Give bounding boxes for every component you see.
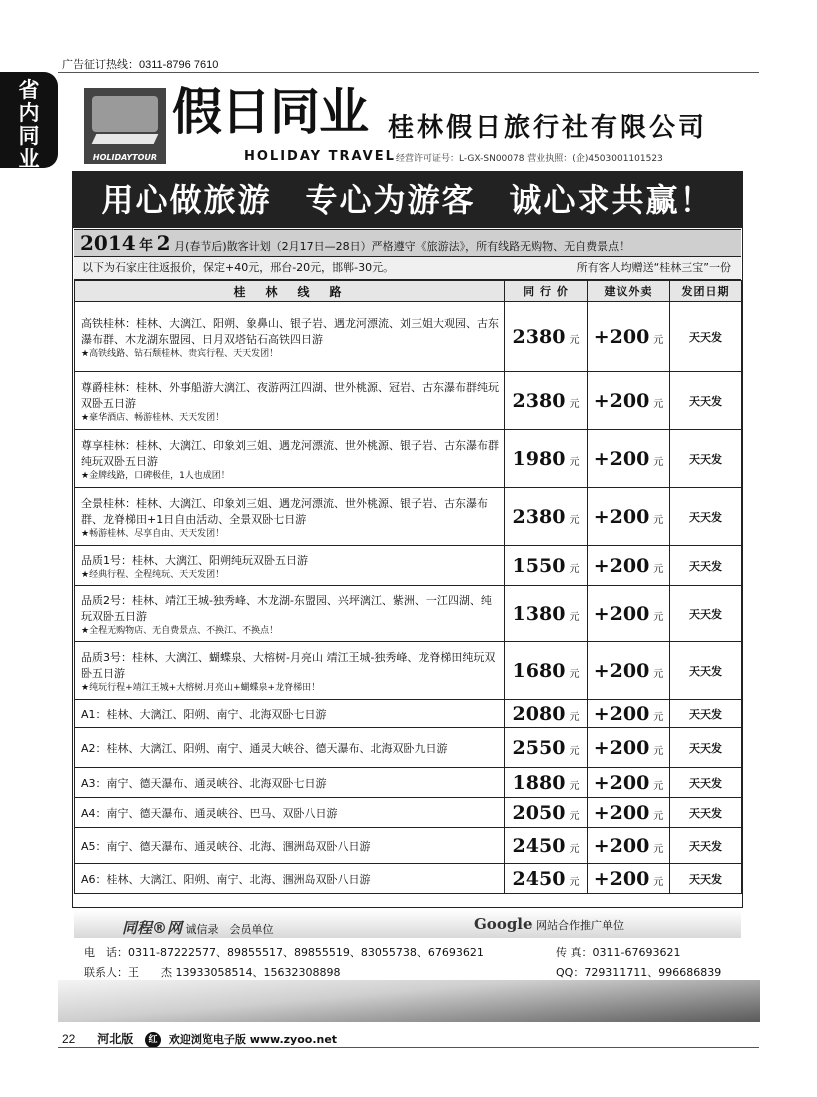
suggested-markup: +200 xyxy=(593,602,650,625)
departure-cell: 天天发 xyxy=(670,642,742,700)
suggested-markup-cell xyxy=(588,546,670,586)
suggested-markup-cell xyxy=(588,430,670,488)
holidaytour-logo xyxy=(84,88,166,164)
tongcheng-logo: 同程®网 xyxy=(122,919,183,937)
publisher-badge-icon: 红 xyxy=(145,1032,161,1048)
route-description: A3：南宁、德天瀑布、通灵峡谷、北海双卧七日游 xyxy=(81,776,327,790)
company-name: 桂林假日旅行社有限公司 xyxy=(388,113,708,143)
departure-cell: 天天发 xyxy=(670,372,742,430)
license-info: 经营许可证号：L-GX-SN00078 营业执照：(企)4503001101523 xyxy=(396,154,663,164)
departure-cell: 天天发 xyxy=(670,586,742,642)
price-note-left: 以下为石家庄往返报价，保定+40元，邢台-20元，邯郸-30元。 xyxy=(82,261,395,274)
departure-cell: 天天发 xyxy=(670,768,742,798)
page-number: 22 xyxy=(62,1032,76,1046)
price-unit: 元 xyxy=(569,611,580,623)
table-row xyxy=(75,700,742,728)
route-note: ★纯玩行程+靖江王城+大榕树.月亮山+蝴蝶泉+龙脊梯田！ xyxy=(81,682,321,693)
route-note: ★金牌线路，口碑极佳，1人也成团！ xyxy=(81,470,230,481)
peer-price-cell xyxy=(505,586,588,642)
tongcheng-text: 诚信录 会员单位 xyxy=(185,923,274,936)
plan-text: 月(春节后)散客计划（2月17日—28日）严格遵守《旅游法》，所有线路无购物、无自费景点！ xyxy=(174,240,631,253)
peer-price: 2380 xyxy=(512,325,566,348)
peer-price: 2380 xyxy=(512,505,566,528)
english-name: HOLIDAY TRAVEL xyxy=(244,149,396,164)
route-note: ★豪华酒店、畅游桂林、天天发团！ xyxy=(81,412,225,423)
price-unit: 元 xyxy=(569,780,580,792)
table-row xyxy=(75,864,742,894)
price-unit: 元 xyxy=(653,456,664,468)
peer-price-cell xyxy=(505,768,588,798)
top-divider xyxy=(58,72,759,73)
route-cell xyxy=(75,864,505,894)
section-tab-char: 内 xyxy=(18,101,40,125)
peer-price-cell xyxy=(505,546,588,586)
route-cell xyxy=(75,430,505,488)
tongcheng-member xyxy=(122,917,274,938)
route-cell xyxy=(75,828,505,864)
route-cell xyxy=(75,546,505,586)
suggested-markup-cell xyxy=(588,302,670,372)
price-unit: 元 xyxy=(653,745,664,757)
table-row xyxy=(75,728,742,768)
price-unit: 元 xyxy=(569,456,580,468)
peer-price: 2080 xyxy=(512,702,566,725)
route-description: A6：桂林、大漓江、阳朔、南宁、北海、涠洲岛双卧八日游 xyxy=(81,872,371,886)
edition-label: 河北版 xyxy=(97,1032,134,1046)
table-row xyxy=(75,828,742,864)
logo-text: HOLIDAYTOUR xyxy=(92,153,158,162)
departure-cell: 天天发 xyxy=(670,864,742,894)
suggested-markup-cell xyxy=(588,828,670,864)
route-cell xyxy=(75,372,505,430)
price-unit: 元 xyxy=(653,514,664,526)
logo-ship-icon xyxy=(92,134,159,144)
decorative-band xyxy=(58,980,760,1022)
suggested-markup: +200 xyxy=(593,325,650,348)
contact-phone: 电 话：0311-87222577、89855517、89855519、83055738、67693621 xyxy=(84,946,484,959)
routes-table xyxy=(74,280,742,894)
price-unit: 元 xyxy=(569,810,580,822)
suggested-markup: +200 xyxy=(593,554,650,577)
route-description: A5：南宁、德天瀑布、通灵峡谷、北海、涠洲岛双卧八日游 xyxy=(81,839,371,853)
departure-cell: 天天发 xyxy=(670,798,742,828)
price-note-bar xyxy=(74,257,741,280)
price-unit: 元 xyxy=(569,563,580,575)
table-row xyxy=(75,546,742,586)
section-tab xyxy=(0,72,58,171)
route-description: 品质3号：桂林、大漓江、蝴蝶泉、大榕树-月亮山 靖江王城-独秀峰、龙脊梯田纯玩双卧五日游 xyxy=(81,650,496,680)
price-unit: 元 xyxy=(653,780,664,792)
peer-price: 1680 xyxy=(512,659,566,682)
plan-month: 2 xyxy=(156,231,171,255)
website-link[interactable]: 欢迎浏览电子版 www.zyoo.net xyxy=(168,1033,338,1046)
brand-title: 假日同业 xyxy=(172,83,368,141)
peer-price-cell xyxy=(505,642,588,700)
suggested-markup-cell xyxy=(588,864,670,894)
price-unit: 元 xyxy=(653,398,664,410)
departure-cell: 天天发 xyxy=(670,430,742,488)
plan-year: 2014 xyxy=(80,231,136,255)
route-description: 尊爵桂林：桂林、外事船游大漓江、夜游两江四湖、世外桃源、冠岩、古东瀑布群纯玩双卧五日游 xyxy=(81,380,499,410)
peer-price: 1550 xyxy=(512,554,566,577)
route-description: 品质2号：桂林、靖江王城-独秀峰、木龙湖-东盟园、兴坪漓江、紫洲、一江四湖、纯玩双卧五日游 xyxy=(81,593,492,623)
suggested-markup-cell xyxy=(588,700,670,728)
peer-price-cell xyxy=(505,864,588,894)
peer-price: 2450 xyxy=(512,834,566,857)
logo-sky xyxy=(92,96,158,132)
table-row xyxy=(75,798,742,828)
suggested-markup-cell xyxy=(588,642,670,700)
table-row xyxy=(75,430,742,488)
slogan-banner: 用心做旅游 专心为游客 诚心求共赢！ xyxy=(73,172,742,228)
suggested-markup: +200 xyxy=(593,771,650,794)
table-header-row xyxy=(75,281,742,302)
google-text: 网站合作推广单位 xyxy=(536,919,625,932)
departure-cell: 天天发 xyxy=(670,488,742,546)
price-unit: 元 xyxy=(569,745,580,757)
peer-price-cell xyxy=(505,728,588,768)
suggested-markup: +200 xyxy=(593,801,650,824)
price-unit: 元 xyxy=(569,514,580,526)
peer-price: 1880 xyxy=(512,771,566,794)
route-description: A2：桂林、大漓江、阳朔、南宁、通灵大峡谷、德天瀑布、北海双卧九日游 xyxy=(81,741,448,755)
suggested-markup: +200 xyxy=(593,659,650,682)
page-footer xyxy=(62,1030,337,1048)
peer-price-cell xyxy=(505,372,588,430)
contact-fax: 传 真：0311-67693621 xyxy=(556,946,681,959)
suggested-markup-cell xyxy=(588,488,670,546)
price-unit: 元 xyxy=(653,810,664,822)
plan-banner xyxy=(74,229,741,257)
route-note: ★经典行程、全程纯玩、天天发团！ xyxy=(81,569,225,580)
route-note: ★畅游桂林、尽享自由、天天发团！ xyxy=(81,528,225,539)
google-logo: Google xyxy=(474,915,533,933)
price-unit: 元 xyxy=(653,563,664,575)
suggested-markup: +200 xyxy=(593,834,650,857)
peer-price: 2050 xyxy=(512,801,566,824)
section-tab-char: 业 xyxy=(18,147,40,171)
suggested-markup: +200 xyxy=(593,505,650,528)
route-description: 品质1号：桂林、大漓江、阳朔纯玩双卧五日游 xyxy=(81,553,308,567)
header-peer-price: 同 行 价 xyxy=(505,281,588,302)
suggested-markup-cell xyxy=(588,372,670,430)
price-unit: 元 xyxy=(569,668,580,680)
price-unit: 元 xyxy=(569,334,580,346)
route-cell xyxy=(75,768,505,798)
section-tab-char: 省 xyxy=(18,78,40,102)
route-cell xyxy=(75,700,505,728)
route-description: 尊享桂林：桂林、大漓江、印象刘三姐、遇龙河漂流、世外桃源、银子岩、古东瀑布群纯玩双卧五日游 xyxy=(81,438,499,468)
price-unit: 元 xyxy=(653,611,664,623)
table-row xyxy=(75,642,742,700)
route-cell xyxy=(75,302,505,372)
departure-cell: 天天发 xyxy=(670,828,742,864)
route-description: 全景桂林：桂林、大漓江、印象刘三姐、遇龙河漂流、世外桃源、银子岩、古东瀑布群、龙脊梯田+1日自由活动、全景双卧七日游 xyxy=(81,496,488,526)
suggested-markup-cell xyxy=(588,768,670,798)
price-unit: 元 xyxy=(653,668,664,680)
peer-price-cell xyxy=(505,798,588,828)
suggested-markup: +200 xyxy=(593,447,650,470)
partners-bar xyxy=(74,910,741,938)
price-unit: 元 xyxy=(569,843,580,855)
route-note: ★高铁线路、钻石颓桂林、贵宾行程、天天发团！ xyxy=(81,348,279,359)
bottom-divider xyxy=(58,1047,759,1048)
suggested-markup-cell xyxy=(588,586,670,642)
suggested-markup: +200 xyxy=(593,389,650,412)
contact-qq: QQ：729311711、996686839 xyxy=(556,966,722,979)
peer-price: 2380 xyxy=(512,389,566,412)
route-cell xyxy=(75,642,505,700)
suggested-markup: +200 xyxy=(593,736,650,759)
price-unit: 元 xyxy=(569,711,580,723)
departure-cell: 天天发 xyxy=(670,546,742,586)
route-note: ★全程无购物店、无自费景点、不换江、不换点！ xyxy=(81,625,279,636)
ad-hotline: 广告征订热线：0311-8796 7610 xyxy=(62,59,219,71)
peer-price: 1980 xyxy=(512,447,566,470)
departure-cell: 天天发 xyxy=(670,700,742,728)
peer-price: 2450 xyxy=(512,867,566,890)
price-unit: 元 xyxy=(569,876,580,888)
peer-price: 1380 xyxy=(512,602,566,625)
price-unit: 元 xyxy=(653,843,664,855)
peer-price: 2550 xyxy=(512,736,566,759)
route-description: A4：南宁、德天瀑布、通灵峡谷、巴马、双卧八日游 xyxy=(81,806,338,820)
peer-price-cell xyxy=(505,430,588,488)
suggested-markup-cell xyxy=(588,798,670,828)
suggested-markup: +200 xyxy=(593,702,650,725)
route-cell xyxy=(75,488,505,546)
price-unit: 元 xyxy=(653,711,664,723)
header-routes: 桂 林 线 路 xyxy=(75,281,505,302)
route-description: A1：桂林、大漓江、阳朔、南宁、北海双卧七日游 xyxy=(81,707,327,721)
table-row xyxy=(75,488,742,546)
price-unit: 元 xyxy=(653,334,664,346)
section-tab-char: 同 xyxy=(18,124,40,148)
peer-price-cell xyxy=(505,700,588,728)
price-note-right: 所有客人均赠送“桂林三宝”一份 xyxy=(576,261,731,274)
header-departure: 发团日期 xyxy=(670,281,742,302)
departure-cell: 天天发 xyxy=(670,302,742,372)
route-description: 高铁桂林：桂林、大漓江、阳朔、象鼻山、银子岩、遇龙河漂流、刘三姐大观园、古东瀑布群、木龙湖东盟园、日月双塔钻石高铁四日游 xyxy=(81,316,499,346)
google-partner xyxy=(474,915,624,933)
table-row xyxy=(75,768,742,798)
contact-person: 联系人：王 杰 13933058514、15632308898 xyxy=(84,966,341,979)
price-unit: 元 xyxy=(653,876,664,888)
route-cell xyxy=(75,798,505,828)
plan-year-unit: 年 xyxy=(139,238,154,254)
table-row xyxy=(75,302,742,372)
departure-cell: 天天发 xyxy=(670,728,742,768)
route-cell xyxy=(75,728,505,768)
suggested-markup-cell xyxy=(588,728,670,768)
peer-price-cell xyxy=(505,488,588,546)
table-row xyxy=(75,372,742,430)
price-unit: 元 xyxy=(569,398,580,410)
peer-price-cell xyxy=(505,828,588,864)
peer-price-cell xyxy=(505,302,588,372)
route-cell xyxy=(75,586,505,642)
table-row xyxy=(75,586,742,642)
suggested-markup: +200 xyxy=(593,867,650,890)
header-suggested-price: 建议外卖 xyxy=(588,281,670,302)
